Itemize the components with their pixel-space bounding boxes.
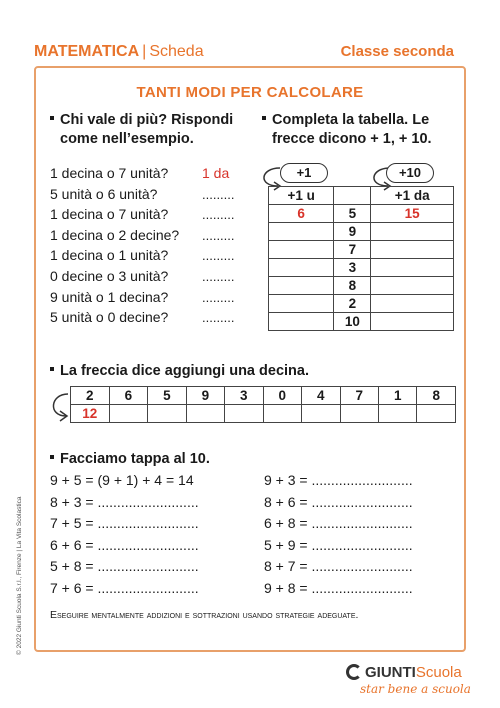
ex2-given-cell: 3 — [334, 259, 371, 277]
ex3-answer-cell[interactable] — [340, 405, 378, 423]
copyright: © 2022 Giunti Scuola S.r.l., Firenze | La Vita Scolastica — [16, 496, 23, 655]
ex2-given-cell: 2 — [334, 295, 371, 313]
bullet-icon — [50, 455, 54, 459]
ex2-answer-cell[interactable] — [371, 277, 454, 295]
bullet-icon — [50, 116, 54, 120]
ex4-sum-left[interactable]: 6 + 6 = .......................... — [50, 536, 199, 553]
ex2-header-cell: +1 da — [371, 187, 454, 205]
ex3-answer-cell[interactable] — [379, 405, 417, 423]
ex2-answer-cell[interactable] — [269, 295, 334, 313]
ex2-given-cell: 10 — [334, 313, 371, 331]
ex3-answer-cell: 12 — [71, 405, 110, 423]
ex3-number-cell: 1 — [379, 387, 417, 405]
arrow-plus10-label: +10 — [386, 163, 434, 183]
ex2-answer-cell: 15 — [371, 205, 454, 223]
arrow-curve-left — [264, 168, 280, 186]
ex2-header-cell: +1 u — [269, 187, 334, 205]
bullet-icon — [262, 116, 266, 120]
ex4-sum-right[interactable]: 8 + 6 = .......................... — [264, 493, 413, 510]
ex4-sum-left[interactable]: 5 + 8 = .......................... — [50, 558, 199, 574]
ex4-sum-right[interactable]: 9 + 3 = .......................... — [264, 472, 413, 488]
bullet-icon — [50, 367, 54, 371]
ex2-given-cell: 9 — [334, 223, 371, 241]
ex1-title: Chi vale di più? Rispondi come nell’esempio. — [50, 111, 233, 149]
ex1-answer-blank[interactable]: ......... — [202, 248, 235, 264]
ex2-answer-cell[interactable] — [269, 241, 334, 259]
ex1-question: 5 unità o 6 unità? — [50, 185, 158, 202]
ex3-number-cell: 3 — [225, 387, 263, 405]
header-subject: MATEMATICA | Scheda — [34, 43, 204, 60]
ex1-answer-blank[interactable]: ......... — [202, 289, 235, 305]
ex3-answer-cell[interactable] — [109, 405, 147, 423]
ex1-question: 1 decina o 7 unità? — [50, 206, 169, 223]
learning-objective: Eseguire mentalmente addizioni e sottrazioni usando strategie adeguate. — [50, 609, 359, 621]
ex3-answer-cell[interactable] — [148, 405, 186, 423]
ex2-answer-cell[interactable] — [269, 277, 334, 295]
ex2-given-cell: 5 — [334, 205, 371, 223]
ex4-sum-right[interactable]: 6 + 8 = .......................... — [264, 515, 413, 531]
ex3-number-cell: 4 — [302, 387, 340, 405]
ex1-question: 1 decina o 7 unità? — [50, 165, 169, 181]
ex3-number-cell: 9 — [186, 387, 224, 405]
ex1-example-answer: 1 da — [202, 165, 230, 181]
ex4-sum-right[interactable]: 8 + 7 = .......................... — [264, 558, 413, 574]
ex3-number-cell: 7 — [340, 387, 378, 405]
ex4-sum-left[interactable]: 8 + 3 = .......................... — [50, 493, 199, 510]
ex4-sum-left: 9 + 5 = (9 + 1) + 4 = 14 — [50, 472, 194, 488]
ex2-answer-cell[interactable] — [269, 223, 334, 241]
ex2-title: Completa la tabella. Le frecce dicono + 1, + 10. — [262, 111, 432, 149]
header-grade: Classe seconda — [340, 43, 454, 60]
ex2-header-cell — [334, 187, 371, 205]
ex4-sum-left[interactable]: 7 + 5 = .......................... — [50, 515, 199, 531]
ex2-given-cell: 7 — [334, 241, 371, 259]
ex3-number-cell: 8 — [417, 387, 456, 405]
ex3-answer-cell[interactable] — [417, 405, 456, 423]
ex2-answer-cell[interactable] — [371, 295, 454, 313]
ex1-question: 1 decina o 1 unità? — [50, 247, 169, 264]
ex2-answer-cell[interactable] — [371, 241, 454, 259]
ex1-answer-blank[interactable]: ......... — [202, 186, 235, 202]
ex3-number-cell: 5 — [148, 387, 186, 405]
ex1-question: 1 decina o 2 decine? — [50, 226, 180, 243]
ex1-question: 0 decine o 3 unità? — [50, 268, 169, 284]
ex2-given-cell: 8 — [334, 277, 371, 295]
ex2-answer-cell[interactable] — [371, 313, 454, 331]
ex2-answer-cell[interactable] — [269, 313, 334, 331]
ex2-answer-cell[interactable] — [371, 259, 454, 277]
ex1-answer-blank[interactable]: ......... — [202, 310, 235, 326]
ex3-answer-cell[interactable] — [186, 405, 224, 423]
logo-g-icon — [346, 664, 362, 680]
ex2-answer-cell[interactable] — [371, 223, 454, 241]
arrow-plus1-label: +1 — [280, 163, 328, 183]
ex4-title: Facciamo tappa al 10. — [50, 450, 210, 469]
ex1-answer-blank[interactable]: ......... — [202, 207, 235, 223]
ex1-answer-blank[interactable]: ......... — [202, 227, 235, 243]
ex4-sum-right[interactable]: 5 + 9 = .......................... — [264, 536, 413, 553]
ex3-number-cell: 6 — [109, 387, 147, 405]
ex3-table — [70, 386, 456, 423]
ex3-answer-cell[interactable] — [225, 405, 263, 423]
ex2-table — [268, 186, 454, 331]
ex1-question: 5 unità o 0 decine? — [50, 309, 169, 326]
giunti-logo: GIUNTIScuola — [346, 664, 462, 681]
ex1-answer-blank[interactable]: ......... — [202, 269, 235, 284]
ex2-answer-cell[interactable] — [269, 259, 334, 277]
ex2-answer-cell: 6 — [269, 205, 334, 223]
logo-tagline: star bene a scuola — [360, 682, 471, 696]
ex4-sum-left[interactable]: 7 + 6 = .......................... — [50, 579, 199, 596]
ex3-number-cell: 2 — [71, 387, 110, 405]
ex3-title: La freccia dice aggiungi una decina. — [50, 362, 309, 381]
worksheet-title: TANTI MODI PER CALCOLARE — [136, 84, 364, 101]
ex3-number-cell: 0 — [263, 387, 301, 405]
ex3-answer-cell[interactable] — [302, 405, 340, 423]
ex4-sum-right[interactable]: 9 + 8 = .......................... — [264, 579, 413, 596]
ex3-answer-cell[interactable] — [263, 405, 301, 423]
ex1-question: 9 unità o 1 decina? — [50, 288, 169, 305]
